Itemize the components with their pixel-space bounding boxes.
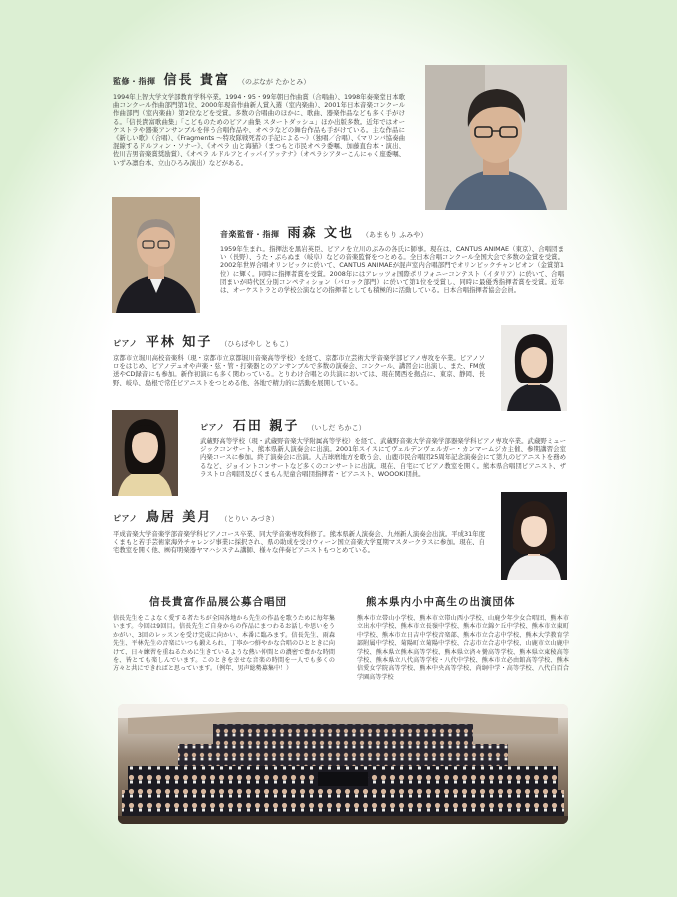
profile-heading-nobunaga — [113, 69, 310, 88]
person-name: 鳥居 美月 — [145, 510, 213, 525]
person-name: 石田 親子 — [232, 419, 300, 434]
role-label: ピアノ — [113, 339, 138, 348]
name-reading: （いしだ ちかこ） — [307, 424, 366, 432]
profile-bio-nobunaga: 1994年上智大学文学部教育学科卒業。1994・95・99年朝日作曲賞（合唱曲）、1998年奏楽堂日本歌曲コンクール作曲部門第1位、2000年現音作曲新人賞入選（室内楽曲）、2001年日本音楽コンクール作曲部門（室内楽曲）第2位などを受賞。多数の合唱曲のほかに、歌曲、器楽作品なども多く手がける。「信長貴富歌曲集」「こどものためのピアノ曲集 スタートダッシュ」ほか出版多数。近年ではオーケストラや器楽アンサンブルを伴う合唱作品や、オペラなどの舞台作品も手がけている。主な作品に《新しい歌》（合唱）、《Fragments ～特攻隊戦死者の手記による～》（独唱／合唱）、《マリンバ協奏曲 混線するドルフィン・ソナー》、《オペラ 山と海猫》（まつもと市民オペラ委嘱、加藤直台本・演出、佐川吉男音楽賞奨励賞）、《オペラ ルドルフとイッパイアッテナ》（オペラシアターこんにゃく座委嘱、いずみ凛台本、立山ひろみ演出）などがある。 — [113, 93, 405, 167]
conductor-photo — [112, 197, 200, 313]
role-label: ピアノ — [113, 514, 138, 523]
profile-bio-amamori: 1959年生まれ。指揮法を黒岩英臣、ピアノを立川のぶみの各氏に師事。現在は、CANTUS ANIMAE（東京）、合唱団まい（長野）、うた・ぷらぬま（岐阜）などの音楽監督をつとめる。全日本合唱コンクール全国大会で多数の金賞を受賞。2002年世界合唱オリンピックに於いて、CANTUS ANIMAEが混声室内合唱部門でオリンピックチャンピオン（金賞第1位）に輝く。同時に指揮者賞を受賞。2008年にはアレッツォ国際ポリフォニーコンテスト（イタリア）に於いて、合唱団まいが時代区分別コンペティション（バロック部門）に於いて第1位を受賞し、同時に最優秀指揮者賞を受賞。近年は、オーケストラとの学校公演などの指揮者としても積極的に活動している。日本合唱指揮者協会会員。 — [220, 245, 564, 295]
section-title-student-groups: 熊本県内小中高生の出演団体 — [366, 596, 516, 608]
name-reading: （のぶなが たかとみ） — [238, 78, 311, 86]
profile-heading-torii — [113, 506, 279, 525]
pianist-hirabayashi-photo — [501, 325, 567, 411]
pianist-ishida-photo — [112, 410, 178, 496]
section-body-public-choir: 信長先生をこよなく愛する者たちが全国各地から先生の作品を歌うために毎年集います。今回は9回目。信長先生ご自身からの作品にまつわるお話しや思いをうかがい、3回のレッスンを受け完成に向かい、本番に臨みます。信長先生、雨森先生、平林先生の音楽にいつも鍛えられ、丁寧かつ鮮やかな合唱のひとときに向けて、日々練習を重ねるために生きているような熱い仲間との濃密で豊かな時間を、皆とても楽しんでいます。このときを幸せな音楽の時間を一人でも多くの方々と共にできればと思っています。（例年、男声総勢募集中！） — [113, 615, 335, 673]
profile-heading-amamori — [220, 222, 427, 241]
profile-bio-ishida: 武蔵野高等学校（現・武蔵野音楽大学附属高等学校）を経て、武蔵野音楽大学音楽学部器楽学科ピアノ専攻卒業。武蔵野ミュージックコンサート、熊本県新人演奏会に出演。2001年スイスにてヴェルデンヴェルガー・カンマームジカ主催、参期講習会室内楽コースに参加。終了演奏会に出演。人吉球磨地方を歌う会、山鹿市民合唱団25周年記念演奏会にて第九のピアニストを務めるなど、ジョイントコンサートなど多くのコンサートに出演。現在、自宅にてピアノ教室を開く。熊本県合唱団ピアニスト、ザラストロ合唱団及びくまもん児童合唱団指揮者・ピアニスト、WOOOKI団員。 — [200, 437, 566, 478]
section-title-public-choir: 信長貴富作品展公募合唱団 — [149, 596, 287, 608]
profile-heading-hirabayashi — [113, 331, 293, 350]
choir-group-photo — [118, 704, 568, 824]
name-reading: （ひらばやし ともこ） — [220, 340, 293, 348]
name-reading: （とりい みづき） — [220, 515, 279, 523]
person-name: 平林 知子 — [145, 335, 213, 350]
profile-heading-ishida — [200, 415, 366, 434]
man-with-glasses-photo — [425, 65, 567, 210]
person-name: 雨森 文也 — [287, 226, 355, 241]
section-body-student-groups: 熊本市立帯山小学校、熊本市立帯山西小学校、山鹿少年少女合唱団、熊本市立出水中学校、熊本市立長嶺中学校、熊本市立錦ケ丘中学校、熊本市立東町中学校、熊本市立日吉中学校音楽部、熊本市立合志中学校、熊本大学教育学部附属中学校、菊陽町立菊陽中学校、合志市立合志中学校、山鹿市立山鹿中学校、熊本県立熊本高等学校、熊本県立済々黌高等学校、熊本県立東稜高等学校、熊本県立八代高等学校・八代中学校、熊本市立必由館高等学校、熊本信愛女学院高等学校、熊本中央高等学校、尚絅中学・高等学校、八代白百合学園高等学校 — [357, 615, 569, 681]
role-label: 音楽監督・指揮 — [220, 230, 280, 239]
profile-bio-hirabayashi: 京都市立堀川高校音楽科（現・京都市立京都堀川音楽高等学校）を経て、京都市立芸術大学音楽学部ピアノ専攻を卒業。ピアノソロをはじめ、ピアノデュオや声楽・弦・管・打楽器とのアンサンブルで多数の演奏会、コンクール、講習会に出演し、また、FM放送やCD録音にも参加。新作初演にも多く関わっている。とりわけ合唱との共演においては、現在関西を拠点に、東京、静岡、長野、岐阜、島根で常任ピアニストをつとめる他、各地で精力的に活動を展開している。 — [113, 354, 485, 387]
name-reading: （あまもり ふみや） — [362, 231, 428, 239]
person-name: 信長 貴富 — [163, 73, 231, 88]
role-label: ピアノ — [200, 423, 225, 432]
profile-bio-torii: 平成音楽大学音楽学部音楽学科ピアノコース卒業、同大学音楽専攻科修了。熊本県新人演奏会、九州新人演奏会出演。平成31年度くまもと若手芸術家海外チャレンジ事業に採択され、県の助成を受けウィーン国立音楽大学夏期マスタークラスに参加。現在、自宅教室を開く他、㈱有明楽器ヤマハシステム講師、様々な伴奏ピアニストもつとめている。 — [113, 530, 485, 555]
role-label: 監修・指揮 — [113, 77, 156, 86]
pianist-torii-photo — [501, 492, 567, 580]
